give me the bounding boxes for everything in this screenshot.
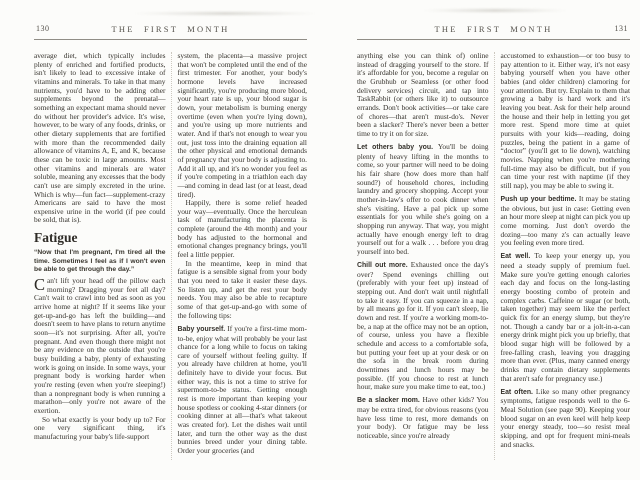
page-number: 131 (614, 24, 628, 33)
reader-quote: “Now that I'm pregnant, I'm tired all the time. Sometimes I feel as if I won't even be able to get through the day.” (34, 249, 166, 274)
running-head: THE FIRST MONTH (434, 24, 553, 34)
scan-page-edge-artifact (130, 12, 320, 15)
text-column (357, 52, 494, 460)
paragraph: Can't lift your head off the pillow each morning? Dragging your feet all day? Can't wait to crawl into bed as soon as you arrive home at night? If it seems like your get-up-and-go has left the building—and doesn't seem to have plans to return anytime soon—it's not surprising. After all, you're pregnant. And even though there might not be any evidence on the outside that you're busy building a baby, plenty of exhausting work is going on inside. In some ways, your pregnant body is working harder when you're resting (even when you're sleeping!) than a nonpregnant body is when running a marathon—only you're not aware of the exertion. (34, 275, 166, 415)
page-header (34, 24, 307, 35)
scan-page-edge-artifact (420, 9, 570, 12)
paragraph: average diet, which typically includes plenty of enriched and fortified products, isn't likely to lead to excessive intake of vitamins and minerals. To take in that many nutrients, you'd have to be adding other supplements beyond the prenatal—something an expectant mama should never do without her provider's advice. It's wise, however, to be wary of any foods, drinks, or other dietary supplements that are fortified with more than the recommended daily allowance of vitamins A, E, and K, because these can be toxic in large amounts. Most other vitamins and minerals are water soluble, meaning any excesses that the body can't use are simply excreted in the urine. Which is why—fun fact—supplement-crazy Americans are said to have the most expensive urine in the world (if pee could be sold, that is). (34, 52, 166, 225)
drop-cap: C (34, 275, 46, 295)
header-rule (357, 39, 630, 40)
text-column (34, 52, 171, 460)
book-page-left (34, 24, 307, 470)
tip-label: Eat well. (500, 253, 535, 261)
section-heading: Fatigue (34, 230, 78, 246)
paragraph: In the meantime, keep in mind that fatigue is a sensible signal from your body that you need to take it easier these days. So listen up, and get the rest your body needs. You may also be able to recapture some of that get-up-and-go with some of the following tips: (177, 258, 307, 320)
header-rule (34, 39, 307, 40)
text-column (494, 52, 631, 460)
text-columns (34, 52, 307, 460)
tip-paragraph: Be a slacker mom. Have other kids? You may be extra tired, for obvious reasons (you have less time to rest, more demands on your body). Or fatigue may be less noticeable, since you're already (357, 395, 489, 441)
tip-paragraph: Eat well. To keep your energy up, you need a steady supply of premium fuel. Make sure you're getting enough calories each day and focus on the long-lasting energy boosting combo of protein and complex carbs. Caffeine or sugar (or both, taken together) may seem like the perfect quick fix for an energy slump, but they're not. Though a candy bar or a jolt-in-a-can energy drink might pick you up briefly, that blood sugar high will be followed by a free-falling crash, leaving you dragging more than ever. (Plus, many canned energy drinks may contain dietary supplements that aren't safe for pregnancy use.) (500, 251, 630, 383)
tip-label: Chill out more. (357, 262, 411, 270)
tip-paragraph: Let others baby you. You'll be doing plenty of heavy lifting in the months to come, so your partner will need to be doing his fair share (how does more than half sound?) of household chores, including laundry and grocery shopping. Accept your mother-in-law's offer to cook dinner when she's visiting. Have a pal pick up some essentials for you while she's going on a shopping run anyway. That way, you might actually have enough energy left to drag yourself out for a walk . . . before you drag yourself into bed. (357, 142, 489, 256)
tip-paragraph: Chill out more. Exhausted once the day's over? Spend evenings chilling out (preferably with your feet up) instead of stepping out. And don't wait until nightfall to take it easy. If you can squeeze in a nap, by all means go for it. If you can't sleep, lie down and rest. If you're a working mom-to-be, a nap at the office may not be an option, of course, unless you have a flexible schedule and access to a comfortable sofa, but putting your feet up at your desk or on the sofa in the break room during downtimes and lunch hours may be possible. (If you choose to rest at lunch hour, make sure you make time to eat, too.) (357, 260, 489, 392)
page-header (357, 24, 630, 35)
text-columns (357, 52, 630, 460)
tip-label: Eat often. (500, 388, 536, 396)
paragraph: system, the placenta—a massive project that won't be completed until the end of the first trimester. For another, your body's hormone levels have increased significantly, you're producing more blood, your heart rate is up, your blood sugar is down, your metabolism is burning energy overtime (even when you're lying down), and you're using up more nutrients and water. And if that's not enough to wear you out, just toss into the draining equation all the other physical and emotional demands of pregnancy that your body is adjusting to. Add it all up, and it's no wonder you feel as if you're competing in a triathlon each day—and coming in dead last (or at least, dead tired). (177, 52, 307, 199)
paragraph: anything else you can think of) online instead of dragging yourself to the store. If it's affordable for you, become a regular on the Grubhub or Seamless (or other food delivery services) circuit, and tap into TaskRabbit (or others like it) to outsource errands. Don't book activities—or take care of chores—that aren't must-do's. Never been a slacker? There's never been a better time to try it on for size. (357, 52, 489, 138)
tip-paragraph: Push up your bedtime. It may be stating the obvious, but just in case: Getting even an hour more sleep at night can pick you up come morning. Just don't overdo the dozing—too many z's can actually leave you feeling even more tired. (500, 194, 630, 248)
paragraph: Happily, there is some relief headed your way—eventually. Once the herculean task of manufacturing the placenta is complete (around the 4th month) and your body has adjusted to the hormonal and emotional changes pregnancy brings, you'll feel a little peppier. (177, 198, 307, 260)
tip-paragraph: Eat often. Like so many other pregnancy symptoms, fatigue responds well to the 6-Meal Solution (see page 90). Keeping your blood sugar on an even keel will help keep your energy steady, too—so resist meal skipping, and opt for frequent mini-meals and snacks. (500, 386, 630, 449)
text-column (171, 52, 308, 460)
paragraph: So what exactly is your body up to? For one very significant thing, it's manufacturing your baby's life-support (34, 414, 166, 441)
running-head: THE FIRST MONTH (111, 24, 230, 34)
tip-paragraph: Baby yourself. If you're a first-time mom-to-be, enjoy what will probably be your last chance for a long while to focus on taking care of yourself without feeling guilty. If you already have children at home, you'll definitely have to divide your focus. But either way, this is not a time to strive for supermom-to-be status. Getting enough rest is more important than keeping your house spotless or cooking 4-star dinners (or cooking dinner at all—that's what takeout was created for). Let the dishes wait until later, and turn the other way as the dust bunnies breed under your dining table. Order your groceries (and (177, 323, 307, 456)
tip-label: Baby yourself. (177, 325, 228, 333)
tip-label: Be a slacker mom. (357, 397, 423, 405)
tip-label: Let others baby you. (357, 144, 438, 152)
paragraph: accustomed to exhaustion—or too busy to pay attention to it. Either way, it's not easy babying yourself when you have other babies (and older children) clamoring for your attention. But try. Explain to them that growing a baby is hard work and it's leaving you beat. Ask for their help around the house and their help in letting you get more rest. Spend more time at quiet pursuits with your kids—reading, doing puzzles, being the patient in a game of “doctor” (you'll get to lie down), watching movies. Napping when you're mothering full-time may also be difficult, but if you can time your rest with naptime (if they still nap), you may be able to swing it. (500, 52, 630, 190)
tip-label: Push up your bedtime. (500, 196, 579, 203)
page-number: 130 (36, 24, 50, 33)
book-page-right (357, 24, 630, 470)
